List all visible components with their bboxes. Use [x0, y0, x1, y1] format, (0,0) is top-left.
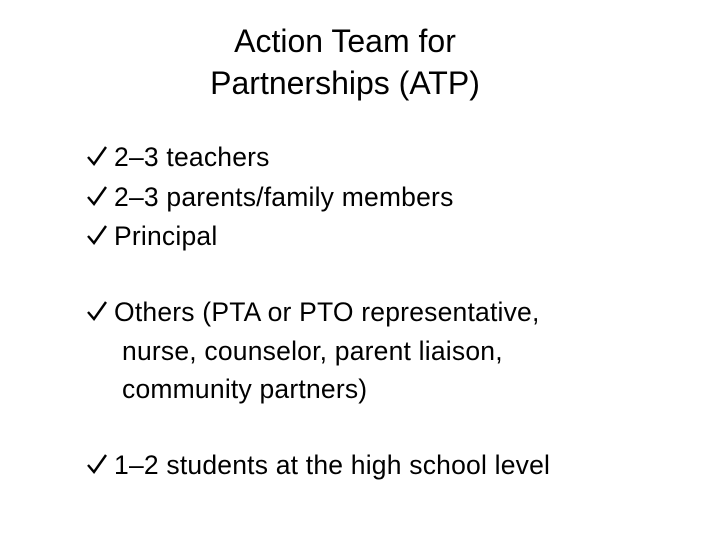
checkmark-icon	[86, 144, 108, 168]
list-item-parents	[86, 182, 646, 212]
list-item-text: Others (PTA or PTO representative,	[114, 297, 540, 327]
list-item-continuation: community partners)	[122, 374, 368, 404]
list-item-continuation: nurse, counselor, parent liaison,	[122, 336, 503, 366]
list-item-text: 2–3 teachers	[114, 142, 270, 172]
checkmark-icon	[86, 223, 108, 247]
list-item-text: 2–3 parents/family members	[114, 182, 454, 212]
list-item-text: Principal	[114, 221, 218, 251]
list-item-teachers	[86, 142, 646, 172]
checkmark-icon	[86, 452, 108, 476]
checkmark-icon	[86, 299, 108, 323]
list-item-principal	[86, 221, 646, 251]
list-item-others	[86, 297, 686, 327]
list-item-students	[86, 450, 696, 480]
slide-title-line-1: Action Team for	[234, 23, 456, 59]
list-item-text: 1–2 students at the high school level	[114, 450, 551, 480]
checkmark-icon	[86, 184, 108, 208]
slide-title-line-2: Partnerships (ATP)	[210, 65, 480, 101]
